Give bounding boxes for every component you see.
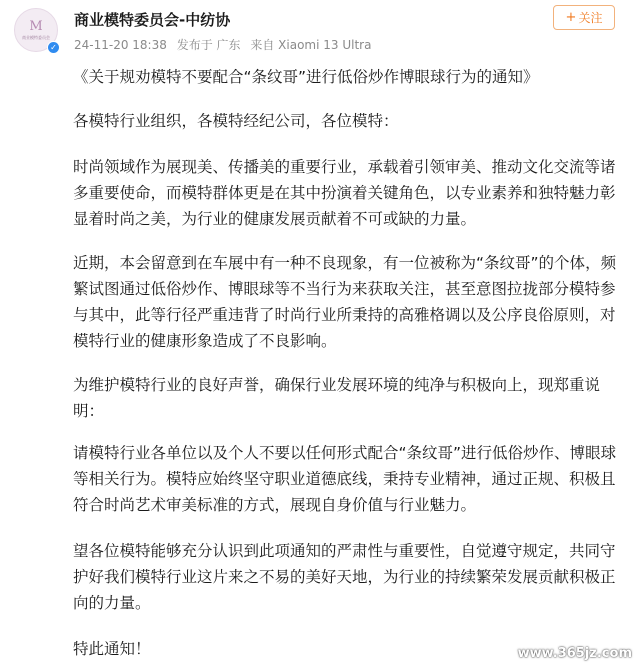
paragraph-2: 近期，本会留意到在车展中有一种不良现象，有一位被称为“条纹哥”的个体，频繁试图通过低俗炒作、博眼球等不当行为来获取关注，甚至意图拉拢部分模特参与其中，此等行径严重违背了时尚行业所秉持的高雅格调以及公序良俗原则，对模特行业的健康形象造成了不良影响。 [73, 254, 617, 350]
avatar-logo-mark: M [29, 19, 43, 34]
paragraph-1: 时尚领域作为展现美、传播美的重要行业，承载着引领审美、推动文化交流等诸多重要使命，而模特群体更是在其中扮演着关键角色，以专业素养和独特魅力彰显着时尚之美，为行业的健康发展贡献着不可或缺的力量。 [73, 158, 616, 228]
paragraph-5: 望各位模特能够充分认识到此项通知的严肃性与重要性，自觉遵守规定，共同守护好我们模特行业这片来之不易的美好天地，为行业的持续繁荣发展贡献积极正向的力量。 [73, 542, 616, 612]
post-timestamp: 24-11-20 18:38 [74, 38, 167, 52]
plus-icon: + [565, 10, 577, 25]
post-device: 来自 Xiaomi 13 Ultra [250, 38, 372, 52]
paragraph-4: 请模特行业各单位以及个人不要以任何形式配合“条纹哥”进行低俗炒作、博眼球等相关行为。模特应始终坚守职业道德底线，秉持专业精神，通过正规、积极且符合时尚艺术审美标准的方式，展现自身价值与行业魅力。 [73, 444, 617, 514]
site-watermark: www.365jz.com [517, 646, 632, 661]
account-name[interactable]: 商业模特委员会-中纺协 [74, 11, 231, 29]
paragraph-3: 为维护模特行业的良好声誉，确保行业发展环境的纯净与积极向上，现郑重说明： [73, 376, 601, 420]
greeting: 各模特行业组织，各模特经纪公司，各位模特： [73, 112, 399, 130]
follow-label: 关注 [578, 11, 603, 25]
post-location: 发布于 广东 [176, 38, 241, 52]
follow-button[interactable] [553, 5, 615, 30]
verified-badge-icon: ✓ [47, 41, 60, 54]
post-meta [74, 36, 377, 53]
notice-title: 《关于规劝模特不要配合“条纹哥”进行低俗炒作博眼球行为的通知》 [73, 68, 539, 86]
avatar-logo-text: 商业模特委员会 [22, 35, 50, 40]
closing: 特此通知！ [73, 640, 151, 658]
post-header [0, 0, 640, 56]
